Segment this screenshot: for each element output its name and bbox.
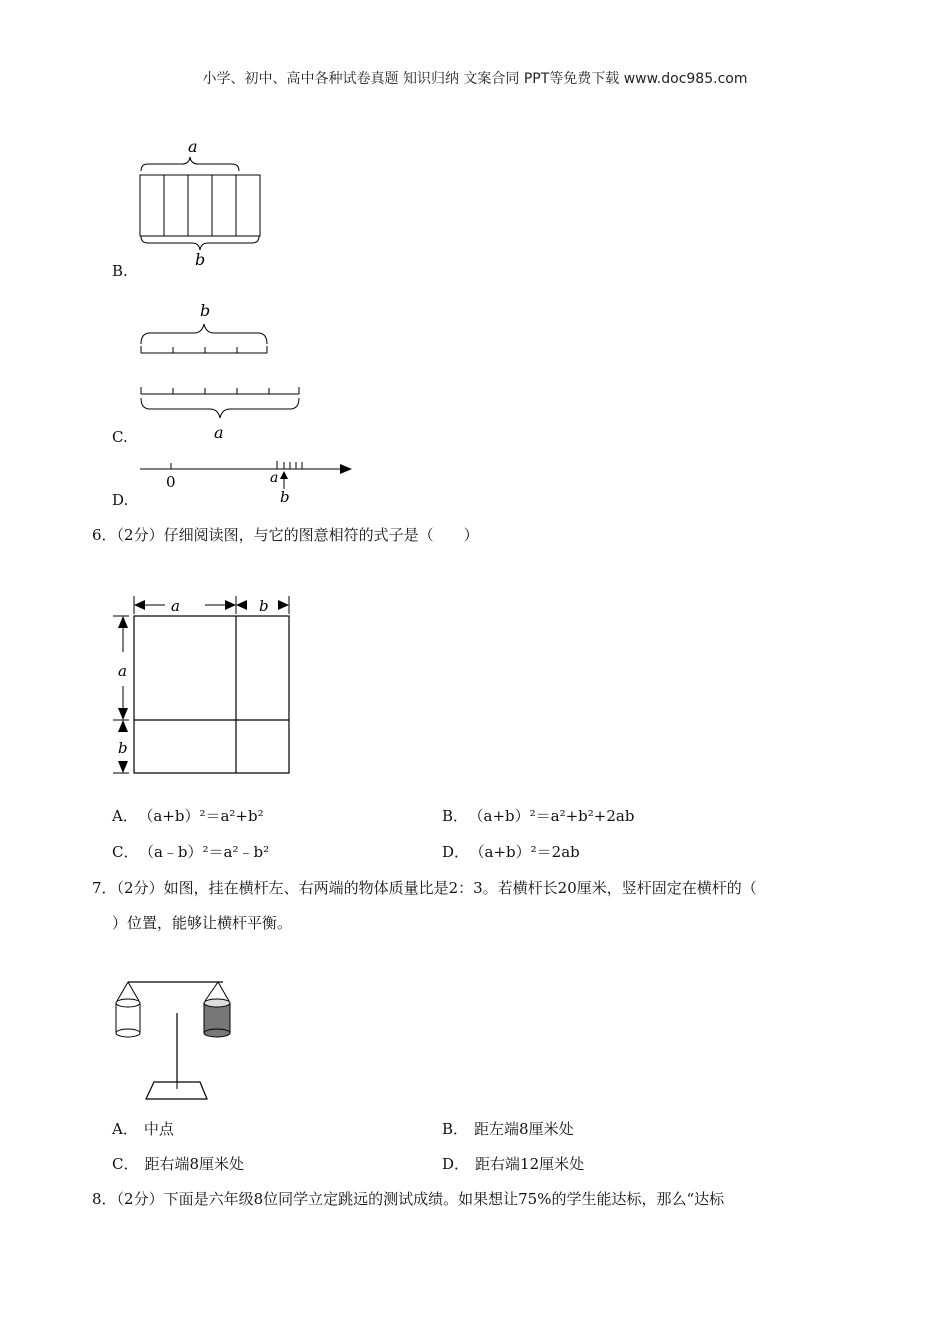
- q6-option-d[interactable]: D． （a+b）²＝2ab: [442, 843, 580, 861]
- fig-label-a: a: [188, 137, 198, 156]
- number-line-zero: 0: [166, 473, 176, 491]
- svg-text:b: b: [259, 597, 269, 615]
- svg-text:a: a: [214, 423, 224, 442]
- svg-text:b: b: [200, 301, 211, 320]
- q5-option-b-label: B.: [112, 262, 128, 280]
- svg-text:a: a: [171, 597, 180, 615]
- svg-text:b: b: [118, 739, 128, 757]
- figure-q5-option-d: [130, 455, 360, 510]
- q6-option-b[interactable]: B． （a+b）²＝a²+b²+2ab: [442, 807, 635, 825]
- question-8-stem: 8．（2分）下面是六年级8位同学立定跳远的测试成绩。如果想让75%的学生能达标，那么“达标: [92, 1190, 725, 1208]
- figure-q6-square: [105, 590, 305, 780]
- figure-q7-balance: [108, 975, 248, 1100]
- question-6-stem: 6．（2分）仔细阅读图，与它的图意相符的式子是（ ）: [92, 526, 479, 544]
- q7-option-b[interactable]: B． 距左端8厘米处: [442, 1120, 574, 1138]
- figure-q5-option-c: [130, 298, 310, 443]
- q5-option-d-label: D.: [112, 491, 129, 509]
- q5-option-c-label: C.: [112, 428, 128, 446]
- page-header: 小学、初中、高中各种试卷真题 知识归纳 文案合同 PPT等免费下载 www.doc985.com: [202, 71, 748, 87]
- svg-text:a: a: [270, 470, 279, 486]
- question-7-stem-line1: 7．（2分）如图，挂在横杆左、右两端的物体质量比是2：3。若横杆长20厘米，竖杆固定在横杆的（: [92, 879, 757, 897]
- q6-option-a[interactable]: A． （a+b）²＝a²+b²: [112, 807, 264, 825]
- question-7-stem-line2: ）位置，能够让横杆平衡。: [112, 914, 293, 932]
- figure-q5-option-b: [130, 135, 270, 270]
- q6-option-c[interactable]: C． （a﹣b）²＝a²﹣b²: [112, 843, 270, 861]
- q7-option-c[interactable]: C． 距右端8厘米处: [112, 1155, 245, 1173]
- svg-text:b: b: [280, 488, 290, 506]
- q7-option-d[interactable]: D． 距右端12厘米处: [442, 1155, 585, 1173]
- fig-label-b: b: [195, 250, 206, 269]
- svg-text:a: a: [118, 662, 127, 680]
- q7-option-a[interactable]: A． 中点: [112, 1120, 174, 1138]
